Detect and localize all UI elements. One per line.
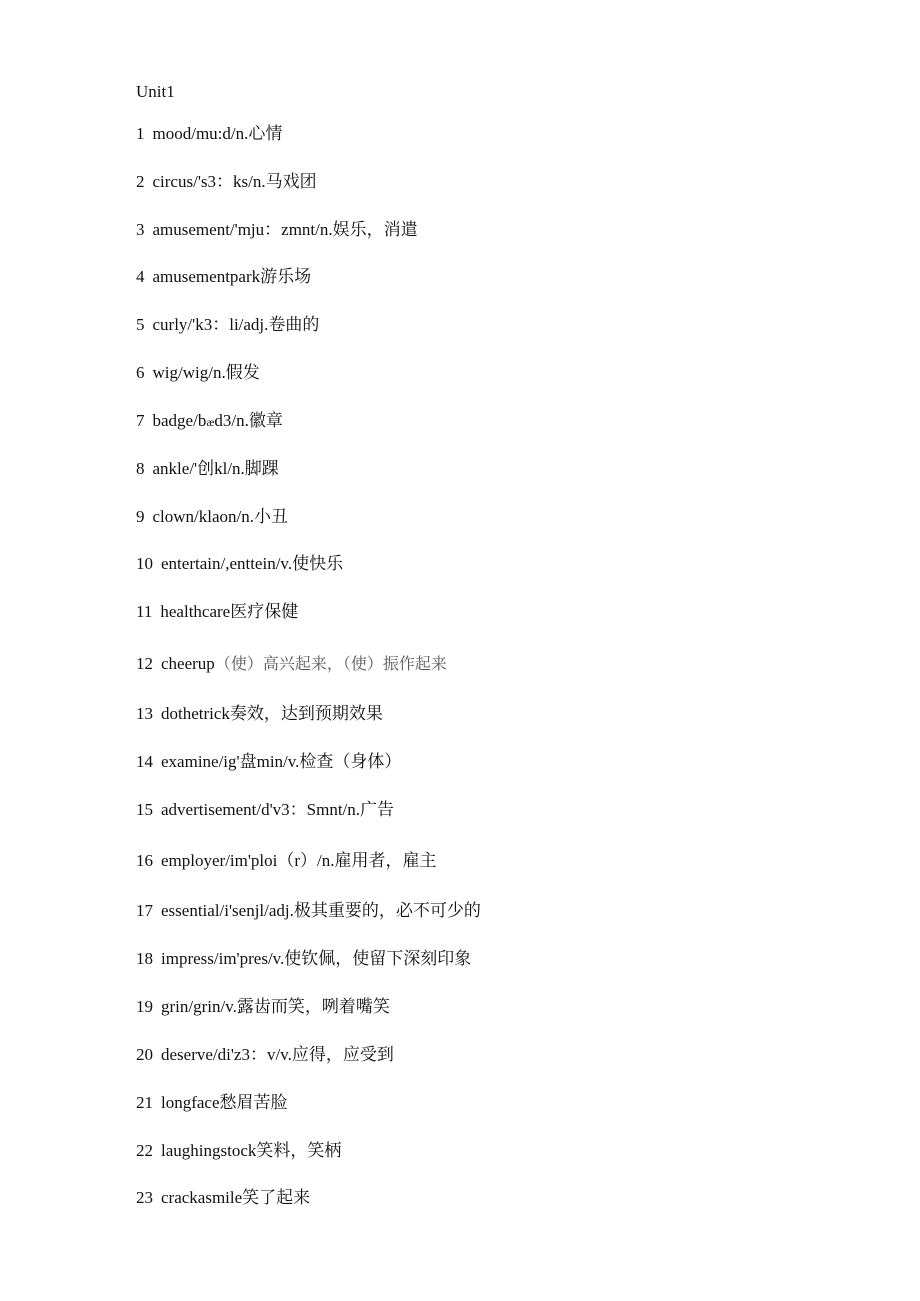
list-item (136, 314, 319, 336)
item-text: longface愁眉苦脸 (161, 1093, 288, 1112)
item-text: deserve/di'z3：v/v.应得，应受到 (161, 1045, 394, 1064)
list-item (136, 850, 437, 872)
list-item (136, 506, 288, 528)
item-number: 21 (136, 1093, 153, 1112)
item-number: 22 (136, 1141, 153, 1160)
item-text (161, 653, 447, 675)
list-item (136, 410, 283, 433)
item-text: advertisement/d'v3：Smnt/n.广告 (161, 800, 395, 819)
item-text: amusement/'mju：zmnt/n.娱乐，消遣 (152, 220, 418, 239)
item-text (153, 410, 283, 433)
phonetic-glyph: æ (206, 415, 215, 429)
item-number: 8 (136, 459, 145, 478)
item-number: 16 (136, 851, 153, 870)
list-item (136, 1092, 288, 1114)
list-item (136, 1140, 341, 1162)
item-number: 19 (136, 997, 153, 1016)
item-text: laughingstock笑料，笑柄 (161, 1141, 342, 1160)
item-text: grin/grin/v.露齿而笑，咧着嘴笑 (161, 997, 390, 1016)
item-text-part: badge/b (152, 411, 207, 430)
item-number: 15 (136, 800, 153, 819)
item-text: dothetrick奏效，达到预期效果 (161, 704, 383, 723)
list-item (136, 703, 383, 725)
item-number: 1 (136, 124, 145, 143)
list-item (136, 1187, 310, 1209)
item-text-part: cheerup (161, 654, 215, 673)
item-text: ankle/'创kl/n.脚踝 (152, 459, 279, 478)
list-item (136, 601, 298, 623)
item-number: 20 (136, 1045, 153, 1064)
item-number: 12 (136, 654, 153, 673)
list-item (136, 123, 282, 145)
list-item (136, 266, 311, 288)
list-item (136, 799, 394, 821)
item-text: impress/im'pres/v.使钦佩，使留下深刻印象 (161, 949, 472, 968)
item-text: wig/wig/n.假发 (152, 363, 260, 382)
vocab-list (136, 0, 836, 1301)
item-text: circus/'s3：ks/n.马戏团 (152, 172, 317, 191)
list-item (136, 653, 447, 675)
item-number: 11 (136, 602, 153, 621)
item-number: 18 (136, 949, 153, 968)
item-number: 3 (136, 220, 145, 239)
item-text: essential/i'senjl/adj.极其重要的，必不可少的 (161, 901, 481, 920)
item-number: 17 (136, 901, 153, 920)
list-item (136, 900, 481, 922)
list-item (136, 219, 418, 241)
item-number: 5 (136, 315, 145, 334)
item-text: amusementpark游乐场 (152, 267, 312, 286)
list-item (136, 458, 279, 480)
item-number: 23 (136, 1188, 153, 1207)
list-item (136, 171, 317, 193)
item-text-part: （使）高兴起来，（使）振作起来 (214, 654, 447, 673)
item-text: clown/klaon/n.小丑 (152, 507, 289, 526)
list-item (136, 362, 260, 384)
item-text: crackasmile笑了起来 (161, 1188, 311, 1207)
list-item (136, 751, 401, 773)
list-item (136, 553, 343, 575)
item-text-part: d3/n.徽章 (214, 411, 283, 430)
item-number: 6 (136, 363, 145, 382)
item-text: entertain/,enttein/v.使快乐 (161, 554, 344, 573)
item-text: mood/mu:d/n.心情 (152, 124, 283, 143)
item-number: 7 (136, 411, 145, 430)
item-number: 2 (136, 172, 145, 191)
item-number: 10 (136, 554, 153, 573)
item-text: employer/im'ploi（r）/n.雇用者，雇主 (161, 851, 437, 870)
item-text: examine/ig'盘min/v.检查（身体） (161, 752, 402, 771)
list-item (136, 996, 390, 1018)
item-number: 4 (136, 267, 145, 286)
unit-title: Unit1 (136, 82, 175, 101)
list-item (136, 1044, 394, 1066)
item-number: 9 (136, 507, 145, 526)
item-text: healthcare医疗保健 (160, 602, 299, 621)
item-text: curly/'k3：li/adj.卷曲的 (152, 315, 320, 334)
item-number: 14 (136, 752, 153, 771)
item-number: 13 (136, 704, 153, 723)
list-item (136, 948, 471, 970)
